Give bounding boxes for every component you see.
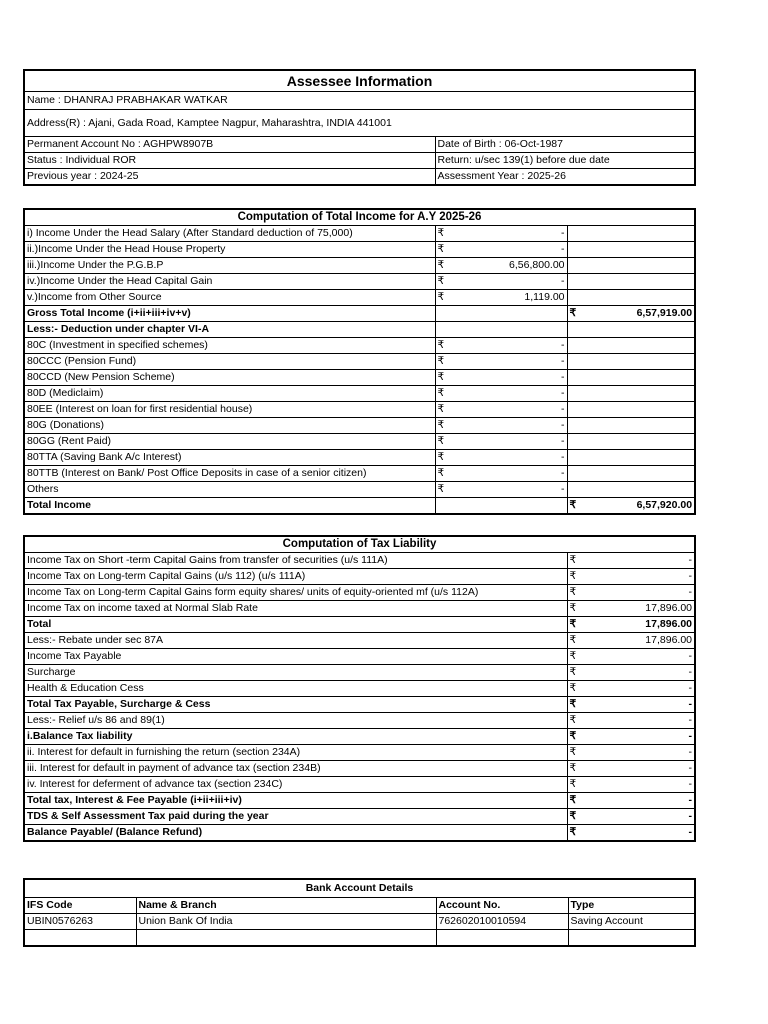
empty-cell: [580, 338, 695, 354]
tax-row-value: -: [580, 793, 695, 809]
tax-row: [24, 617, 695, 633]
income-row-label: 80EE (Interest on loan for first residential house): [24, 402, 435, 418]
empty-cell: [580, 354, 695, 370]
income-row-total: 6,57,919.00: [580, 306, 695, 322]
rupee-symbol: ₹: [567, 665, 580, 681]
income-row: [24, 242, 695, 258]
tax-row-value: -: [580, 697, 695, 713]
bank-empty-cell: [568, 930, 695, 947]
empty-cell: [567, 338, 580, 354]
tax-row-value: -: [580, 745, 695, 761]
empty-cell: [580, 226, 695, 242]
income-row-label: Gross Total Income (i+ii+iii+iv+v): [24, 306, 435, 322]
tax-row-value: -: [580, 665, 695, 681]
empty-cell: [580, 242, 695, 258]
tax-row-value: 17,896.00: [580, 601, 695, 617]
empty-cell: [567, 402, 580, 418]
income-row-total: 6,57,920.00: [580, 498, 695, 515]
income-row-amount: -: [448, 242, 567, 258]
tax-title: Computation of Tax Liability: [24, 536, 695, 553]
tax-row-value: 17,896.00: [580, 633, 695, 649]
income-row-label: v.)Income from Other Source: [24, 290, 435, 306]
income-row: [24, 306, 695, 322]
rupee-symbol: ₹: [435, 226, 448, 242]
empty-cell: [580, 258, 695, 274]
tax-row: [24, 665, 695, 681]
tax-row-value: -: [580, 681, 695, 697]
tax-row-label: Income Tax on Short -term Capital Gains from transfer of securities (u/s 111A): [24, 553, 567, 569]
rupee-symbol: ₹: [567, 809, 580, 825]
rupee-symbol: ₹: [567, 793, 580, 809]
rupee-symbol: ₹: [567, 681, 580, 697]
rupee-symbol: ₹: [567, 617, 580, 633]
empty-cell: [567, 354, 580, 370]
empty-cell: [567, 258, 580, 274]
income-row: [24, 450, 695, 466]
empty-cell: [567, 370, 580, 386]
tax-row-label: Income Tax on Long-term Capital Gains (u/s 112) (u/s 111A): [24, 569, 567, 585]
tax-row-value: 17,896.00: [580, 617, 695, 633]
empty-cell: [567, 322, 580, 338]
rupee-symbol: ₹: [435, 258, 448, 274]
bank-header-ifsc: IFS Code: [24, 898, 136, 914]
tax-liability-table: [23, 535, 696, 842]
empty-cell: [580, 434, 695, 450]
income-row: [24, 370, 695, 386]
assessee-address: Address(R) : Ajani, Gada Road, Kamptee Nagpur, Maharashtra, INDIA 441001: [24, 110, 695, 137]
income-row: [24, 402, 695, 418]
income-row: [24, 498, 695, 515]
tax-row-value: -: [580, 761, 695, 777]
income-row-amount: -: [448, 450, 567, 466]
empty-cell: [567, 450, 580, 466]
assessee-title: Assessee Information: [24, 70, 695, 92]
empty-cell: [580, 386, 695, 402]
rupee-symbol: ₹: [435, 274, 448, 290]
income-row: [24, 466, 695, 482]
bank-empty-cell: [136, 930, 436, 947]
tax-row: [24, 825, 695, 842]
tax-row: [24, 729, 695, 745]
income-row-label: ii.)Income Under the Head House Property: [24, 242, 435, 258]
empty-cell: [567, 482, 580, 498]
tax-row-value: -: [580, 585, 695, 601]
income-row-label: 80GG (Rent Paid): [24, 434, 435, 450]
tax-row-label: Balance Payable/ (Balance Refund): [24, 825, 567, 842]
rupee-symbol: ₹: [567, 729, 580, 745]
income-row: [24, 226, 695, 242]
assessee-return: Return: u/sec 139(1) before due date: [435, 153, 695, 169]
income-row-label: 80D (Mediclaim): [24, 386, 435, 402]
income-row-label: Less:- Deduction under chapter VI-A: [24, 322, 435, 338]
income-row-amount: -: [448, 466, 567, 482]
income-row-label: 80C (Investment in specified schemes): [24, 338, 435, 354]
empty-cell: [580, 290, 695, 306]
tax-row: [24, 697, 695, 713]
bank-header-type: Type: [568, 898, 695, 914]
empty-cell: [567, 434, 580, 450]
tax-row: [24, 569, 695, 585]
empty-cell: [567, 226, 580, 242]
tax-row-label: ii. Interest for default in furnishing the return (section 234A): [24, 745, 567, 761]
rupee-symbol: ₹: [435, 402, 448, 418]
income-title: Computation of Total Income for A.Y 2025-26: [24, 209, 695, 226]
bank-name-branch: Union Bank Of India: [136, 914, 436, 930]
rupee-symbol: ₹: [567, 306, 580, 322]
assessee-pan: Permanent Account No : AGHPW8907B: [24, 137, 435, 153]
tax-row: [24, 633, 695, 649]
rupee-symbol: ₹: [435, 386, 448, 402]
rupee-symbol: ₹: [435, 242, 448, 258]
tax-row: [24, 777, 695, 793]
tax-row-label: Less:- Rebate under sec 87A: [24, 633, 567, 649]
tax-row-label: Health & Education Cess: [24, 681, 567, 697]
income-row-amount: -: [448, 338, 567, 354]
rupee-symbol: ₹: [435, 434, 448, 450]
income-row-label: 80G (Donations): [24, 418, 435, 434]
rupee-symbol: ₹: [567, 649, 580, 665]
income-computation-table: [23, 208, 696, 515]
income-row: [24, 338, 695, 354]
tax-row: [24, 793, 695, 809]
income-row: [24, 354, 695, 370]
rupee-symbol: ₹: [567, 777, 580, 793]
income-row-label: iv.)Income Under the Head Capital Gain: [24, 274, 435, 290]
assessee-assessment-year: Assessment Year : 2025-26: [435, 169, 695, 186]
rupee-symbol: ₹: [567, 745, 580, 761]
tax-row-label: iii. Interest for default in payment of advance tax (section 234B): [24, 761, 567, 777]
tax-row-label: Total Tax Payable, Surcharge & Cess: [24, 697, 567, 713]
tax-row: [24, 681, 695, 697]
income-row-amount: -: [448, 226, 567, 242]
bank-empty-cell: [24, 930, 136, 947]
tax-row: [24, 649, 695, 665]
tax-row: [24, 601, 695, 617]
tax-row-value: -: [580, 729, 695, 745]
assessee-dob: Date of Birth : 06-Oct-1987: [435, 137, 695, 153]
tax-row: [24, 713, 695, 729]
tax-row-value: -: [580, 649, 695, 665]
bank-title: Bank Account Details: [24, 879, 695, 898]
rupee-symbol: ₹: [435, 450, 448, 466]
empty-cell: [580, 450, 695, 466]
income-row-amount: -: [448, 274, 567, 290]
income-row-label: Others: [24, 482, 435, 498]
bank-empty-cell: [436, 930, 568, 947]
empty-cell: [580, 322, 695, 338]
empty-cell: [448, 306, 567, 322]
assessee-status: Status : Individual ROR: [24, 153, 435, 169]
empty-cell: [448, 322, 567, 338]
rupee-symbol: ₹: [567, 761, 580, 777]
empty-cell: [435, 498, 448, 515]
empty-cell: [580, 274, 695, 290]
empty-cell: [580, 466, 695, 482]
income-row: [24, 258, 695, 274]
empty-cell: [580, 418, 695, 434]
tax-row-label: i.Balance Tax liability: [24, 729, 567, 745]
empty-cell: [567, 242, 580, 258]
income-row: [24, 274, 695, 290]
tax-row-label: Income Tax on income taxed at Normal Slab Rate: [24, 601, 567, 617]
tax-row-value: -: [580, 569, 695, 585]
bank-type: Saving Account: [568, 914, 695, 930]
income-row-label: 80CCC (Pension Fund): [24, 354, 435, 370]
income-row-amount: 6,56,800.00: [448, 258, 567, 274]
rupee-symbol: ₹: [567, 825, 580, 842]
rupee-symbol: ₹: [435, 482, 448, 498]
rupee-symbol: ₹: [435, 354, 448, 370]
income-row-amount: -: [448, 418, 567, 434]
tax-row-label: TDS & Self Assessment Tax paid during the year: [24, 809, 567, 825]
empty-cell: [580, 370, 695, 386]
bank-details-table: [23, 878, 696, 947]
income-row-amount: -: [448, 482, 567, 498]
bank-ifsc: UBIN0576263: [24, 914, 136, 930]
assessee-name: Name : DHANRAJ PRABHAKAR WATKAR: [24, 92, 695, 110]
tax-row-label: iv. Interest for deferment of advance tax (section 234C): [24, 777, 567, 793]
empty-cell: [567, 466, 580, 482]
rupee-symbol: ₹: [567, 553, 580, 569]
income-row: [24, 482, 695, 498]
tax-row-label: Surcharge: [24, 665, 567, 681]
rupee-symbol: ₹: [435, 418, 448, 434]
tax-row-value: -: [580, 713, 695, 729]
income-row-label: i) Income Under the Head Salary (After Standard deduction of 75,000): [24, 226, 435, 242]
tax-row: [24, 809, 695, 825]
empty-cell: [580, 402, 695, 418]
income-row-amount: -: [448, 354, 567, 370]
rupee-symbol: ₹: [567, 697, 580, 713]
income-row-amount: -: [448, 402, 567, 418]
income-row: [24, 322, 695, 338]
rupee-symbol: ₹: [435, 338, 448, 354]
income-row-amount: -: [448, 386, 567, 402]
income-row: [24, 418, 695, 434]
tax-row: [24, 553, 695, 569]
tax-row-label: Less:- Relief u/s 86 and 89(1): [24, 713, 567, 729]
empty-cell: [580, 482, 695, 498]
bank-account-no: 762602010010594: [436, 914, 568, 930]
income-row: [24, 386, 695, 402]
empty-cell: [435, 306, 448, 322]
income-row-label: iii.)Income Under the P.G.B.P: [24, 258, 435, 274]
tax-row-value: -: [580, 777, 695, 793]
rupee-symbol: ₹: [567, 601, 580, 617]
rupee-symbol: ₹: [435, 466, 448, 482]
empty-cell: [448, 498, 567, 515]
tax-row: [24, 585, 695, 601]
empty-cell: [567, 386, 580, 402]
tax-row-value: -: [580, 553, 695, 569]
empty-cell: [567, 274, 580, 290]
rupee-symbol: ₹: [435, 290, 448, 306]
bank-header-account: Account No.: [436, 898, 568, 914]
tax-row: [24, 745, 695, 761]
income-row-label: 80TTB (Interest on Bank/ Post Office Deposits in case of a senior citizen): [24, 466, 435, 482]
tax-row-value: -: [580, 809, 695, 825]
rupee-symbol: ₹: [567, 498, 580, 515]
rupee-symbol: ₹: [435, 370, 448, 386]
tax-row: [24, 761, 695, 777]
tax-row-label: Total tax, Interest & Fee Payable (i+ii+iii+iv): [24, 793, 567, 809]
income-row-label: Total Income: [24, 498, 435, 515]
bank-header-name: Name & Branch: [136, 898, 436, 914]
tax-row-label: Total: [24, 617, 567, 633]
empty-cell: [567, 290, 580, 306]
rupee-symbol: ₹: [567, 713, 580, 729]
income-row: [24, 290, 695, 306]
tax-row-label: Income Tax on Long-term Capital Gains form equity shares/ units of equity-oriented mf (u/s 112A): [24, 585, 567, 601]
income-row-label: 80CCD (New Pension Scheme): [24, 370, 435, 386]
tax-row-label: Income Tax Payable: [24, 649, 567, 665]
rupee-symbol: ₹: [567, 633, 580, 649]
income-row-label: 80TTA (Saving Bank A/c Interest): [24, 450, 435, 466]
income-row-amount: -: [448, 434, 567, 450]
rupee-symbol: ₹: [567, 569, 580, 585]
assessee-previous-year: Previous year : 2024-25: [24, 169, 435, 186]
tax-row-value: -: [580, 825, 695, 842]
empty-cell: [435, 322, 448, 338]
assessee-info-table: [23, 69, 696, 186]
income-row-amount: 1,119.00: [448, 290, 567, 306]
rupee-symbol: ₹: [567, 585, 580, 601]
income-row: [24, 434, 695, 450]
empty-cell: [567, 418, 580, 434]
income-row-amount: -: [448, 370, 567, 386]
